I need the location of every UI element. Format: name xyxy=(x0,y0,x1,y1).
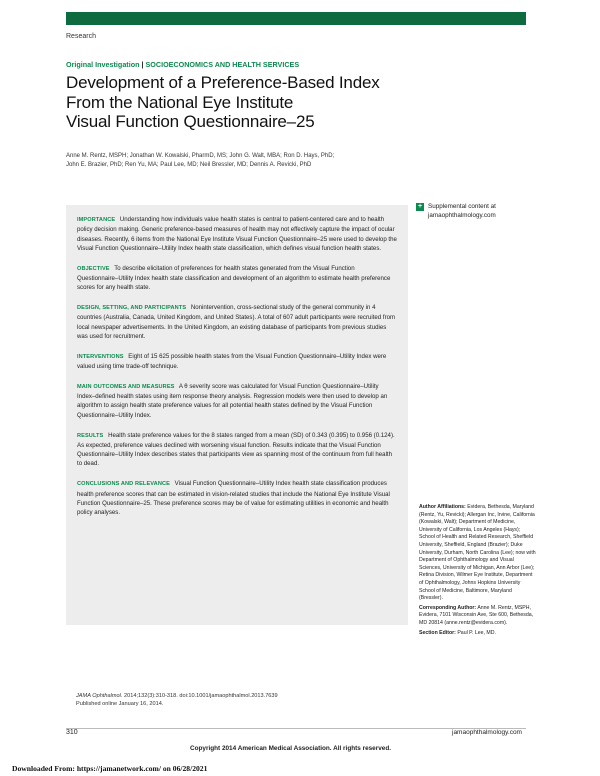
abstract-design xyxy=(77,303,397,341)
citation-details: 2014;132(3):310-318. doi:10.1001/jamaophthalmol.2013.7639 xyxy=(124,693,278,699)
citation-line xyxy=(76,692,396,700)
interventions-heading: INTERVENTIONS xyxy=(77,353,124,360)
page-number: 310 xyxy=(66,729,78,736)
abstract-outcomes xyxy=(77,382,397,420)
journal-header-bar xyxy=(66,12,526,25)
article-kicker xyxy=(66,60,299,69)
objective-text: To describe elicitation of preferences for health states generated from the Visual Function Questionnaire–Utility Index health state classification and development of an algorithm to estimate health preference scores for any health state. xyxy=(77,264,391,292)
abstract-interventions xyxy=(77,352,397,372)
plus-icon: + xyxy=(417,203,423,210)
affiliations-block xyxy=(419,504,537,603)
affiliations-text: Evidera, Bethesda, Maryland (Rentz, Yu, Revicki); Allergan Inc, Irvine, California (Kowalski, Walt); Department of Medicine, University of California, Los Angeles (Hays); School of Health and Related Research, Sheffield University, Sheffield, England (Brazier); Duke University, Durham, North Carolina (Lee); now with Department of Ophthalmology and Visual Sciences, University of Michigan, Ann Arbor (Lee); Retina Division, Wilmer Eye Institute, Department of Ophthalmology, Johns Hopkins University School of Medicine, Baltimore, Maryland (Bressler). xyxy=(419,504,536,602)
journal-site[interactable]: jamaophthalmology.com xyxy=(452,729,522,736)
kicker-separator: | xyxy=(141,60,144,69)
title-line-3: Visual Function Questionnaire–25 xyxy=(66,112,315,131)
supplemental-text xyxy=(428,203,546,220)
corresponding-text: Anne M. Rentz, MSPH, Evidera, 7101 Wisconsin Ave, Ste 600, Bethesda, MD 20814 (anne.rentz@evidera.com). xyxy=(419,604,534,626)
results-heading: RESULTS xyxy=(77,432,104,439)
citation xyxy=(76,692,396,708)
editor-text: Paul P. Lee, MD. xyxy=(457,629,496,636)
design-text: Nonintervention, cross-sectional study of the general community in 4 countries (Australia, Canada, United Kingdom, and United States). A total of 607 adult participants were recruited from local newspaper advertisements. In the United Kingdom, an existing database of participants from previous studies was used for recruitment. xyxy=(77,304,396,340)
article-category: SOCIOECONOMICS AND HEALTH SERVICES xyxy=(145,60,300,69)
importance-heading: IMPORTANCE xyxy=(77,217,116,223)
citation-published: Published online January 16, 2014. xyxy=(76,701,164,707)
supplemental-link[interactable]: jamaophthalmology.com xyxy=(428,211,496,219)
supplemental-line-1: Supplemental content at xyxy=(428,203,496,210)
corresponding-author xyxy=(419,605,537,628)
citation-journal: JAMA Ophthalmol. xyxy=(76,693,123,699)
copyright-notice: Copyright 2014 American Medical Association. All rights reserved. xyxy=(190,745,392,752)
authors-line-1: Anne M. Rentz, MSPH; Jonathan W. Kowalski, PharmD, MS; John G. Walt, MBA; Ron D. Hays, PhD; xyxy=(66,153,335,159)
design-heading: DESIGN, SETTING, AND PARTICIPANTS xyxy=(77,305,187,312)
supplemental-content[interactable] xyxy=(416,203,546,220)
outcomes-heading: MAIN OUTCOMES AND MEASURES xyxy=(77,383,175,390)
interventions-text: Eight of 15 625 possible health states from the Visual Function Questionnaire–Utility Index were valued using time trade-off technique. xyxy=(77,352,387,371)
author-affiliations xyxy=(419,504,537,639)
title-line-1: Development of a Preference-Based Index xyxy=(66,73,380,92)
editor-heading: Section Editor: xyxy=(419,629,456,636)
download-notice: Downloaded From: https://jamanetwork.com/ on 06/28/2021 xyxy=(12,764,208,773)
importance-text: Understanding how individuals value health states is central to patient-centered care and to health policy decision making. Generic preference-based measures of health may not effectively capture the impact of ocular diseases. Recently, 6 items from the National Eye Institute Visual Function Questionnaire–25 were used to develop the Visual Function Questionnaire–Utility Index health state classification, which defines visual function health states. xyxy=(77,216,397,252)
authors-line-2: John E. Brazier, PhD; Ren Yu, MA; Paul Lee, MD; Neil Bressler, MD; Dennis A. Revicki, PhD xyxy=(66,162,312,168)
abstract-objective xyxy=(77,264,397,293)
abstract-importance xyxy=(77,215,397,253)
objective-heading: OBJECTIVE xyxy=(77,265,110,272)
results-text: Health state preference values for the 8 states ranged from a mean (SD) of 0.343 (0.395) to 0.956 (0.124). As expected, preference values declined with worsening visual function. Results indicate that the Visual Function Questionnaire–Utility Index describes states that participants view as spanning most of the continuum from full health to dead. xyxy=(77,431,395,468)
section-label: Research xyxy=(66,33,96,40)
abstract-conclusions xyxy=(77,479,397,517)
article-type: Original Investigation xyxy=(66,60,140,69)
conclusions-text: Visual Function Questionnaire–Utility Index health state classification produces health preference scores that can be estimated in vision-related studies that include the National Eye Institute Visual Function Questionnaire–25. These preference scores may be of value for estimating utilities in economic and health policy analyses. xyxy=(77,480,390,517)
corresponding-heading: Corresponding Author: xyxy=(419,604,477,611)
affiliations-heading: Author Affiliations: xyxy=(419,504,466,510)
author-list xyxy=(66,152,446,170)
title-line-2: From the National Eye Institute xyxy=(66,92,294,112)
section-editor xyxy=(419,630,537,638)
outcomes-text: A θ severity score was calculated for Visual Function Questionnaire–Utility Index–defined health states using item response theory analysis. Regression models were then used to develop an algorithm to assign health state preference values for all potential health states defined by the Visual Function Questionnaire–Utility Index. xyxy=(77,382,388,419)
article-title xyxy=(66,73,526,132)
conclusions-heading: CONCLUSIONS AND RELEVANCE xyxy=(77,481,170,488)
abstract-results xyxy=(77,431,397,469)
abstract-box xyxy=(66,205,408,625)
